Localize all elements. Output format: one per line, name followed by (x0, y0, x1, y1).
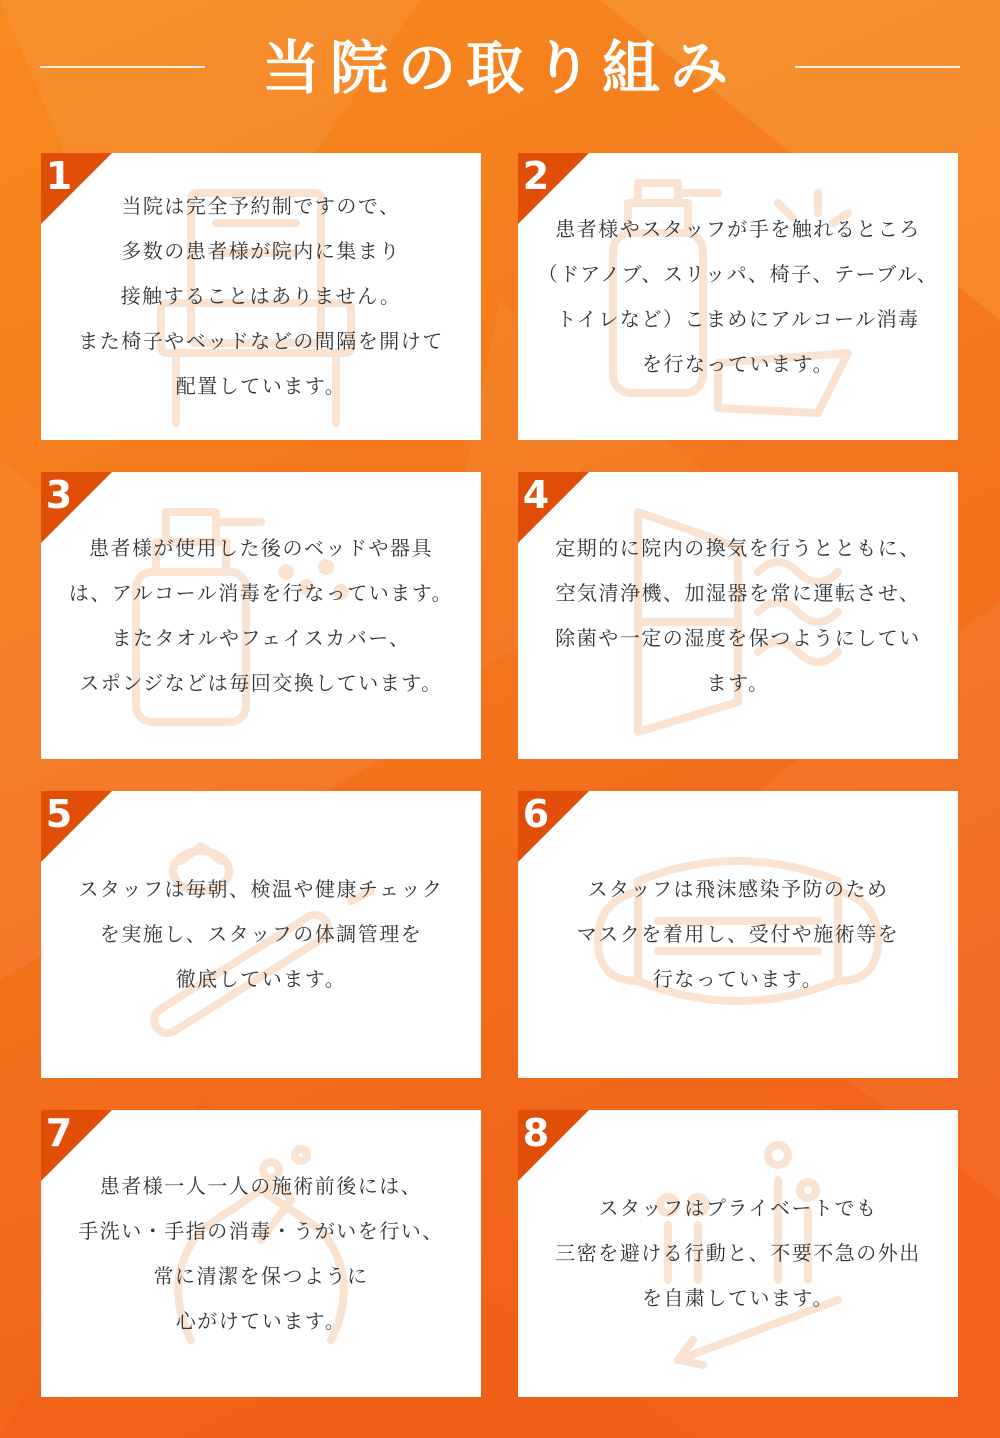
text-line: 行なっています。 (652, 967, 824, 991)
text-line: スタッフは飛沫感染予防のため (587, 877, 889, 901)
text-line: スタッフはプライベートでも (598, 1196, 878, 1220)
text-line: 心がけています。 (175, 1308, 347, 1333)
card-8 (518, 1110, 958, 1397)
card-number: 4 (522, 473, 550, 517)
text-line: 患者様が使用した後のベッドや器具 (88, 535, 433, 560)
card-2 (518, 153, 958, 440)
card-text (577, 867, 900, 1002)
text-line: を実施し、スタッフの体調管理を (99, 922, 423, 946)
text-line: （ドアノブ、スリッパ、椅子、テーブル、 (537, 261, 939, 286)
card-number: 7 (45, 1111, 73, 1155)
text-line: は、アルコール消毒を行なっています。 (68, 580, 454, 605)
card-7 (41, 1110, 481, 1397)
text-line: 多数の患者様が院内に集まり (121, 239, 401, 263)
card-number: 5 (45, 792, 73, 836)
text-line: 患者様やスタッフが手を触れるところ (555, 216, 921, 241)
card-text (69, 526, 453, 706)
card-6 (518, 791, 958, 1078)
card-text (78, 184, 444, 409)
text-line: を自粛しています。 (642, 1286, 834, 1310)
text-line: 空気清浄機、加湿器を常に運転させ、 (555, 580, 921, 605)
page-title: 当院の取り組み (261, 34, 738, 102)
text-line: 除菌や一定の湿度を保つようにしてい (555, 625, 921, 650)
text-line: 徹底しています。 (175, 967, 347, 991)
card-1 (41, 153, 481, 440)
card-number: 6 (522, 792, 550, 836)
card-4 (518, 472, 958, 759)
text-line: スタッフは毎朝、検温や健康チェック (78, 877, 444, 901)
text-line: マスクを着用し、受付や施術等を (576, 922, 900, 946)
text-line: 患者様一人一人の施術前後には、 (99, 1173, 423, 1198)
card-number: 2 (522, 154, 550, 198)
title-rule-left (40, 66, 205, 68)
title-rule-right (795, 66, 960, 68)
card-text (79, 867, 444, 1002)
header (0, 28, 1000, 108)
card-5 (41, 791, 481, 1078)
text-line: トイレなど）こまめにアルコール消毒 (556, 306, 920, 331)
text-line: ます。 (706, 670, 770, 695)
card-text (78, 1164, 444, 1344)
card-text (555, 1186, 921, 1321)
text-line: 手洗い・手指の消毒・うがいを行い、 (78, 1218, 444, 1243)
text-line: 接触することはありません。 (120, 284, 402, 308)
text-line: を行なっています。 (642, 351, 834, 376)
text-line: スポンジなどは毎回交換しています。 (79, 670, 443, 695)
text-line: 配置しています。 (175, 374, 347, 398)
text-line: 当院は完全予約制ですので、 (121, 194, 401, 218)
card-number: 8 (522, 1111, 550, 1155)
text-line: また椅子やベッドなどの間隔を開けて (78, 329, 444, 353)
card-text (555, 526, 921, 706)
card-3 (41, 472, 481, 759)
text-line: 定期的に院内の換気を行うとともに、 (555, 535, 921, 560)
text-line: 常に清潔を保つように (153, 1263, 369, 1288)
text-line: 三密を避ける行動と、不要不急の外出 (555, 1241, 921, 1265)
card-number: 1 (45, 154, 73, 198)
card-text (538, 207, 939, 387)
text-line: またタオルやフェイスカバー、 (111, 625, 411, 650)
card-number: 3 (45, 473, 73, 517)
